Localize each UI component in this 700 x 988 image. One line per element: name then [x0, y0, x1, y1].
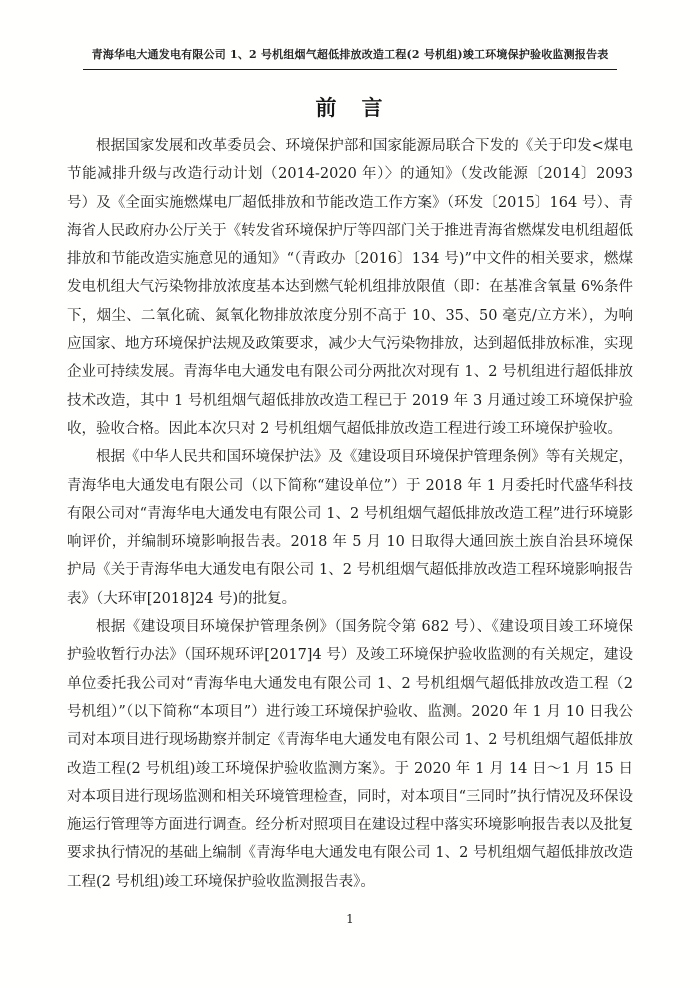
document-body: [67, 132, 633, 896]
preface-paragraph-1: 根据国家发展和改革委员会、环境保护部和国家能源局联合下发的《关于印发<煤电节能减排升级与改造行动计划（2014-2020 年）〉的通知》（发改能源〔2014〕2093 号）及《全面实施燃煤电厂超低排放和节能改造工作方案》（环发〔2015〕164 号）、青海省人民政府办公厅关于《转发省环境保护厅等四部门关于推进青海省燃煤发电机组超低排放和节能改造实施意见的通知》“（青政办〔2016〕134 号)”中文件的相关要求，燃煤发电机组大气污染物排放浓度基本达到燃气轮机组排放限值（即：在基准含氧量 6%条件下，烟尘、二氧化硫、氮氧化物排放浓度分别不高于 10、35、50 毫克/立方米），为响应国家、地方环境保护法规及政策要求，减少大气污染物排放，达到超低排放标准，实现企业可持续发展。青海华电大通发电有限公司分两批次对现有 1、2 号机组进行超低排放技术改造，其中 1 号机组烟气超低排放改造工程已于 2019 年 3 月通过竣工环境保护验收，验收合格。因此本次只对 2 号机组烟气超低排放改造工程进行竣工环境保护验收。: [67, 138, 633, 437]
page-title: 前 言: [315, 95, 385, 120]
header-divider-line: [83, 69, 617, 70]
preface-paragraph-3: 根据《建设项目环境保护管理条例》（国务院令第 682 号）、《建设项目竣工环境保护验收暂行办法》（国环规环评[2017]4 号）及竣工环境保护验收监测的有关规定，建设单位委托我公司对“青海华电大通发电有限公司 1、2 号机组烟气超低排放改造工程（2 号机组）”（以下简称“本项目”）进行竣工环境保护验收、监测。2020 年 1 月 10 日我公司对本项目进行现场勘察并制定《青海华电大通发电有限公司 1、2 号机组烟气超低排放改造工程(2 号机组)竣工环境保护验收监测方案》。于 2020 年 1 月 14 日～1 月 15 日对本项目进行现场监测和相关环境管理检查，同时，对本项目“三同时”执行情况及环保设施运行管理等方面进行调查。经分析对照项目在建设过程中落实环境影响报告表以及批复要求执行情况的基础上编制《青海华电大通发电有限公司 1、2 号机组烟气超低排放改造工程(2 号机组)竣工环境保护验收监测报告表》。: [67, 619, 633, 890]
preface-paragraph-2: 根据《中华人民共和国环境保护法》及《建设项目环境保护管理条例》等有关规定，青海华电大通发电有限公司（以下简称“建设单位”）于 2018 年 1 月委托时代盛华科技有限公司对“青海华电大通发电有限公司 1、2 号机组烟气超低排放改造工程”进行环境影响评价，并编制环境影响报告表。2018 年 5 月 10 日取得大通回族土族自治县环境保护局《关于青海华电大通发电有限公司 1、2 号机组烟气超低排放改造工程环境影响报告表》（大环审[2018]24 号)的批复。: [67, 449, 633, 607]
document-header-title: 青海华电大通发电有限公司 1、2 号机组烟气超低排放改造工程(2 号机组)竣工环境保护验收监测报告表: [91, 48, 609, 61]
page-number: 1: [346, 912, 354, 926]
